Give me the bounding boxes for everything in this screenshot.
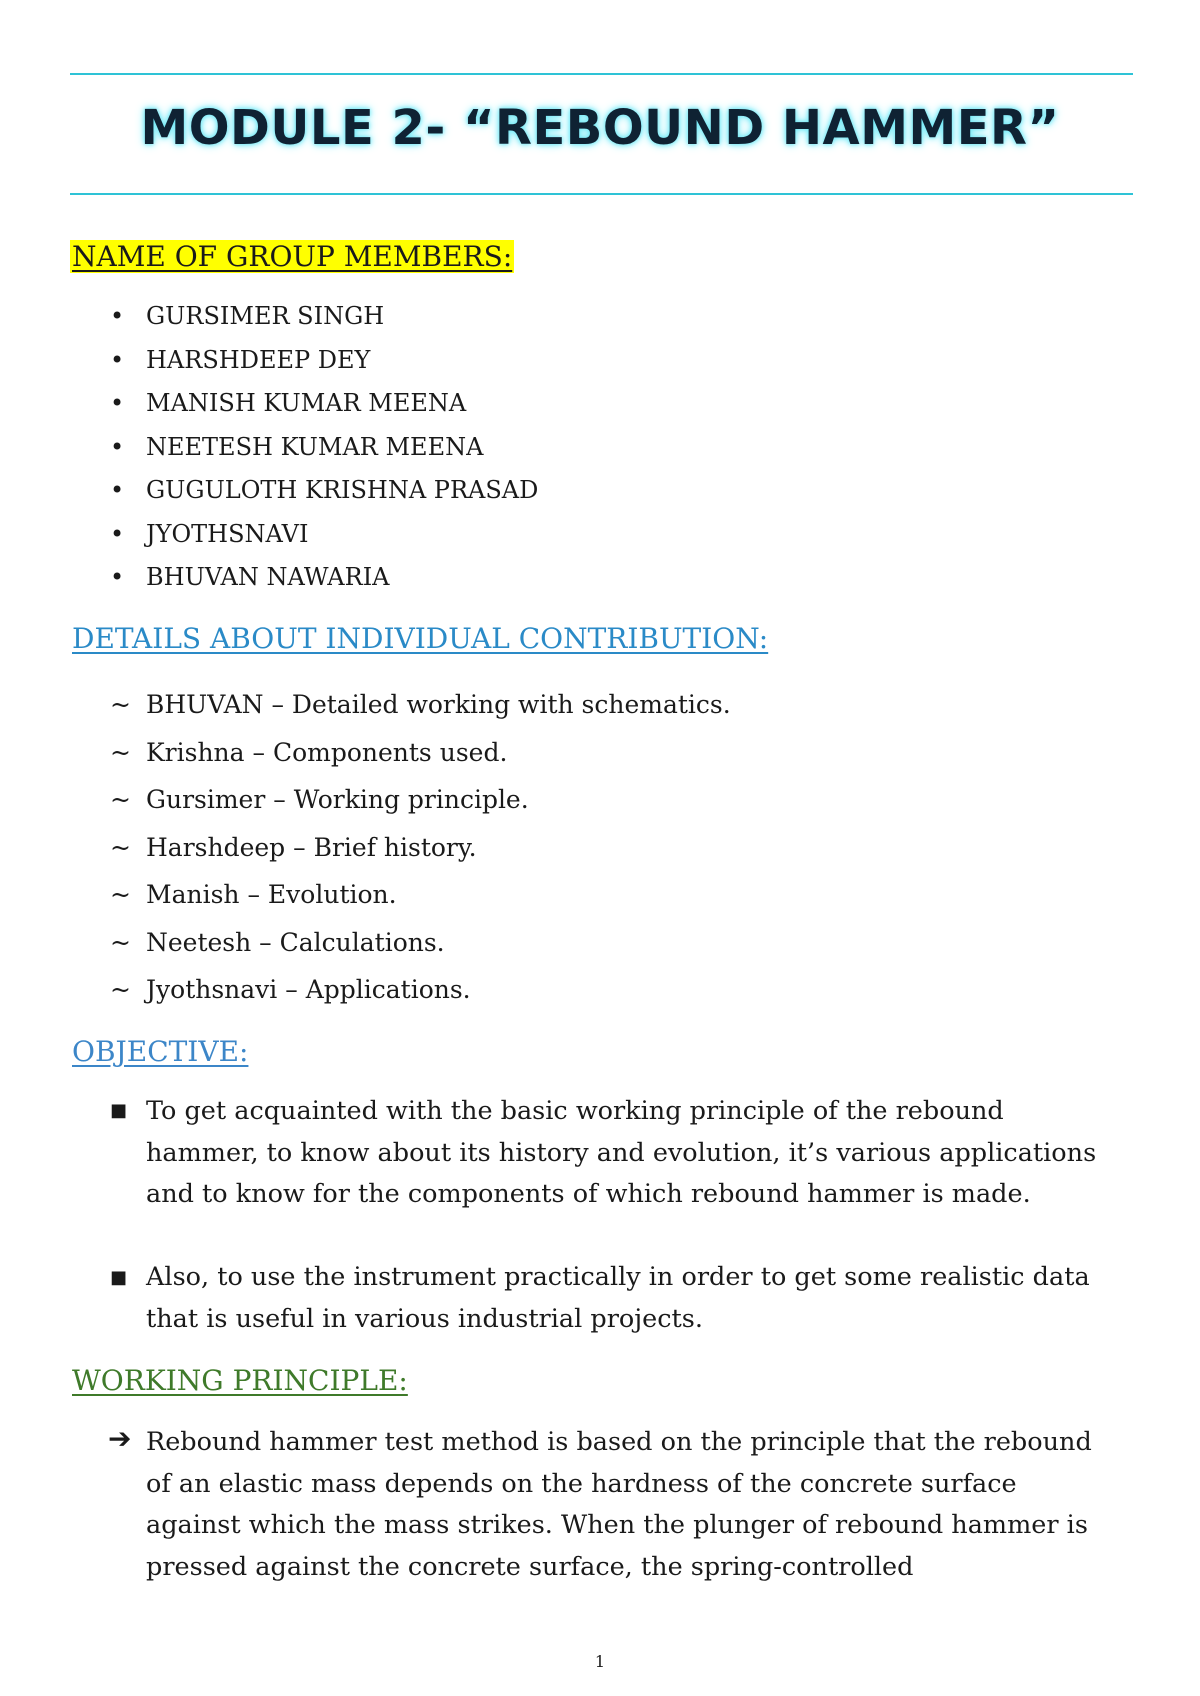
bullet-dot-icon: • [110, 345, 125, 374]
tilde-bullet-icon: ~ [110, 690, 131, 719]
tilde-bullet-icon: ~ [110, 785, 131, 814]
square-bullet-icon: ■ [110, 1267, 128, 1288]
working-heading: WORKING PRINCIPLE: [72, 1364, 408, 1397]
square-bullet-icon: ■ [110, 1100, 128, 1121]
bullet-dot-icon: • [110, 432, 125, 461]
tilde-bullet-icon: ~ [110, 975, 131, 1004]
bullet-dot-icon: • [110, 389, 125, 417]
objective-item-1: To get acquainted with the basic working principle of the rebound hammer, to know about its history and evolution, it’s various applications and to know for the components of which rebound hammer is made. [146, 1096, 1097, 1209]
contribution-heading: DETAILS ABOUT INDIVIDUAL CONTRIBUTION: [72, 622, 769, 655]
page-number: 1 [594, 1652, 606, 1671]
working-paragraph: Rebound hammer test method is based on the principle that the rebound of an elastic mass depends on the hardness of the concrete surface against which the mass strikes. When the plunger of rebound hammer is pressed against the concrete surface, the spring-controlled [146, 1427, 1092, 1582]
bullet-dot-icon: • [110, 519, 125, 548]
arrow-right-icon: ➔ [108, 1422, 132, 1455]
tilde-bullet-icon: ~ [110, 737, 131, 767]
tilde-bullet-icon: ~ [110, 927, 131, 957]
members-heading: NAME OF GROUP MEMBERS: [72, 240, 513, 273]
tilde-bullet-icon: ~ [110, 832, 131, 862]
top-rule [70, 73, 1133, 75]
tilde-bullet-icon: ~ [110, 880, 131, 909]
bottom-title-rule [70, 193, 1133, 195]
objective-item-2: Also, to use the instrument practically in order to get some realistic data that is useful in various industrial projects. [146, 1262, 1090, 1334]
bullet-dot-icon: • [110, 476, 125, 504]
bullet-dot-icon: • [110, 563, 125, 591]
bullet-dot-icon: • [110, 302, 125, 330]
page-title: MODULE 2- “REBOUND HAMMER” [140, 100, 1060, 156]
objective-heading: OBJECTIVE: [72, 1035, 249, 1068]
